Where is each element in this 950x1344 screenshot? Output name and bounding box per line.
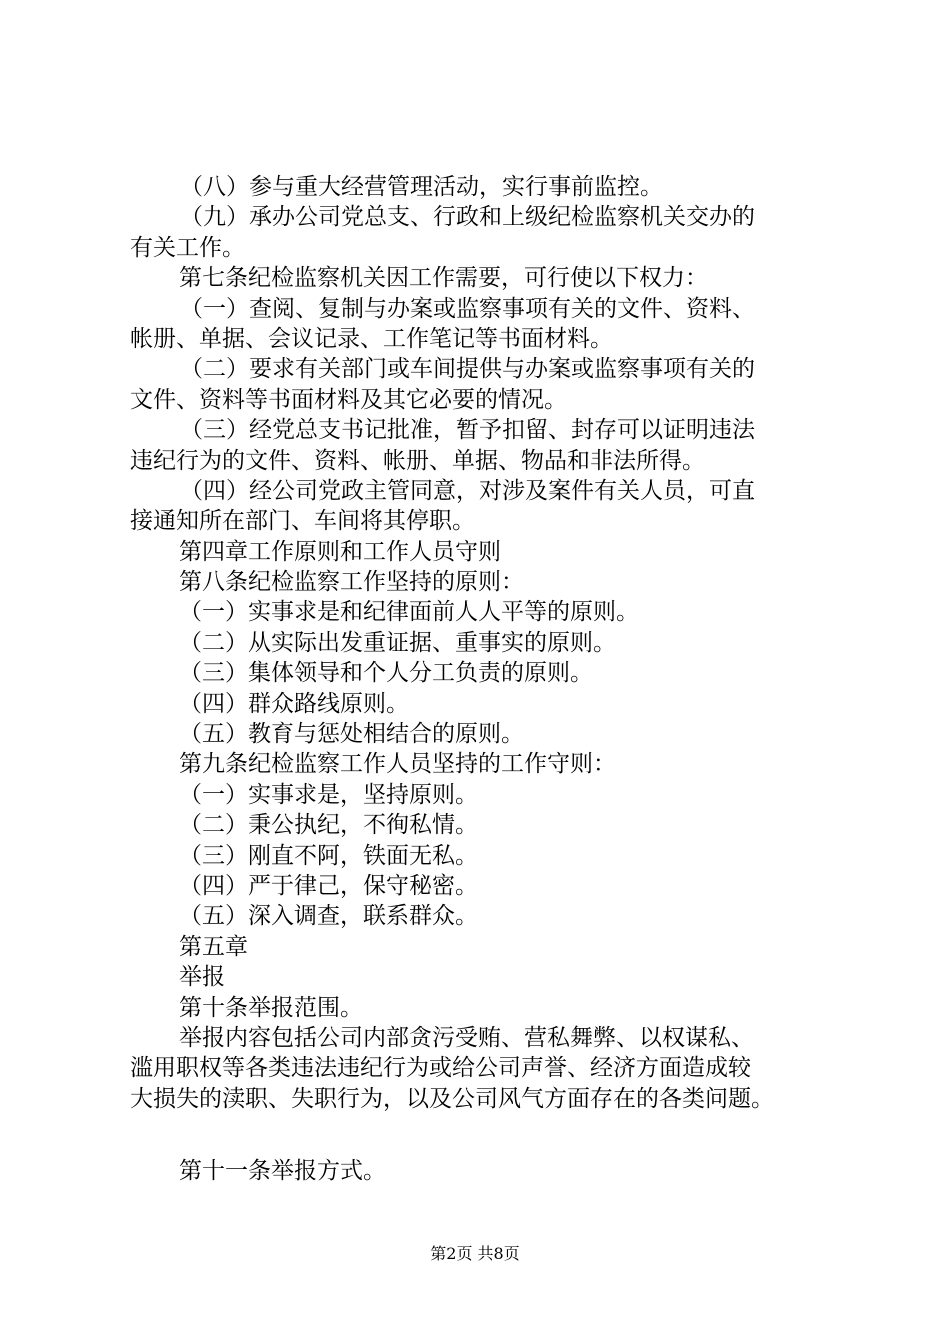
paragraph-line: 接通知所在部门、车间将其停职。 — [130, 508, 475, 535]
chapter-heading: 第四章工作原则和工作人员守则 — [179, 538, 501, 565]
list-item: （四）严于律己，保守秘密。 — [179, 872, 478, 899]
paragraph-line: 举报内容包括公司内部贪污受贿、营私舞弊、以权谋私、 — [179, 1024, 754, 1051]
paragraph-line: （三）经党总支书记批准，暂予扣留、封存可以证明违法 — [180, 417, 755, 444]
article-heading: 第十一条举报方式。 — [179, 1158, 386, 1185]
article-heading: 第七条纪检监察机关因工作需要，可行使以下权力： — [179, 265, 708, 292]
chapter-title: 举报 — [179, 964, 225, 991]
list-item: （四）群众路线原则。 — [179, 690, 409, 717]
list-item: （五）深入调查，联系群众。 — [179, 903, 478, 930]
paragraph-line: 滥用职权等各类违法违纪行为或给公司声誉、经济方面造成较 — [130, 1055, 751, 1082]
paragraph-line: 有关工作。 — [130, 234, 245, 261]
list-item: （一）实事求是，坚持原则。 — [179, 781, 478, 808]
list-item: （三）集体领导和个人分工负责的原则。 — [179, 660, 593, 687]
article-heading: 第九条纪检监察工作人员坚持的工作守则： — [179, 751, 616, 778]
paragraph-line: 文件、资料等书面材料及其它必要的情况。 — [130, 386, 567, 413]
article-heading: 第十条举报范围。 — [179, 994, 363, 1021]
paragraph-line: （二）要求有关部门或车间提供与办案或监察事项有关的 — [180, 356, 755, 383]
list-item: （二）秉公执纪，不徇私情。 — [179, 812, 478, 839]
list-item: （一）实事求是和纪律面前人人平等的原则。 — [179, 599, 639, 626]
document-body — [130, 172, 835, 1187]
paragraph-line: 违纪行为的文件、资料、帐册、单据、物品和非法所得。 — [130, 447, 705, 474]
list-item: （二）从实际出发重证据、重事实的原则。 — [179, 629, 616, 656]
paragraph-line: （一）查阅、复制与办案或监察事项有关的文件、资料、 — [180, 295, 755, 322]
list-item: （三）刚直不阿，铁面无私。 — [179, 842, 478, 869]
list-item: （五）教育与惩处相结合的原则。 — [179, 721, 524, 748]
paragraph-gap — [130, 1114, 835, 1156]
paragraph-line: （四）经公司党政主管同意，对涉及案件有关人员，可直 — [180, 477, 755, 504]
chapter-heading: 第五章 — [179, 933, 248, 960]
paragraph-line: （八）参与重大经营管理活动，实行事前监控。 — [180, 174, 663, 200]
page-footer — [0, 1244, 950, 1264]
article-heading: 第八条纪检监察工作坚持的原则： — [179, 569, 524, 596]
paragraph-line: （九）承办公司党总支、行政和上级纪检监察机关交办的 — [180, 204, 755, 231]
paragraph-line: 帐册、单据、会议记录、工作笔记等书面材料。 — [130, 325, 613, 352]
page-number: 第2页 共8页 — [430, 1244, 520, 1263]
paragraph-line: 大损失的渎职、失职行为，以及公司风气方面存在的各类问题。 — [130, 1085, 774, 1112]
